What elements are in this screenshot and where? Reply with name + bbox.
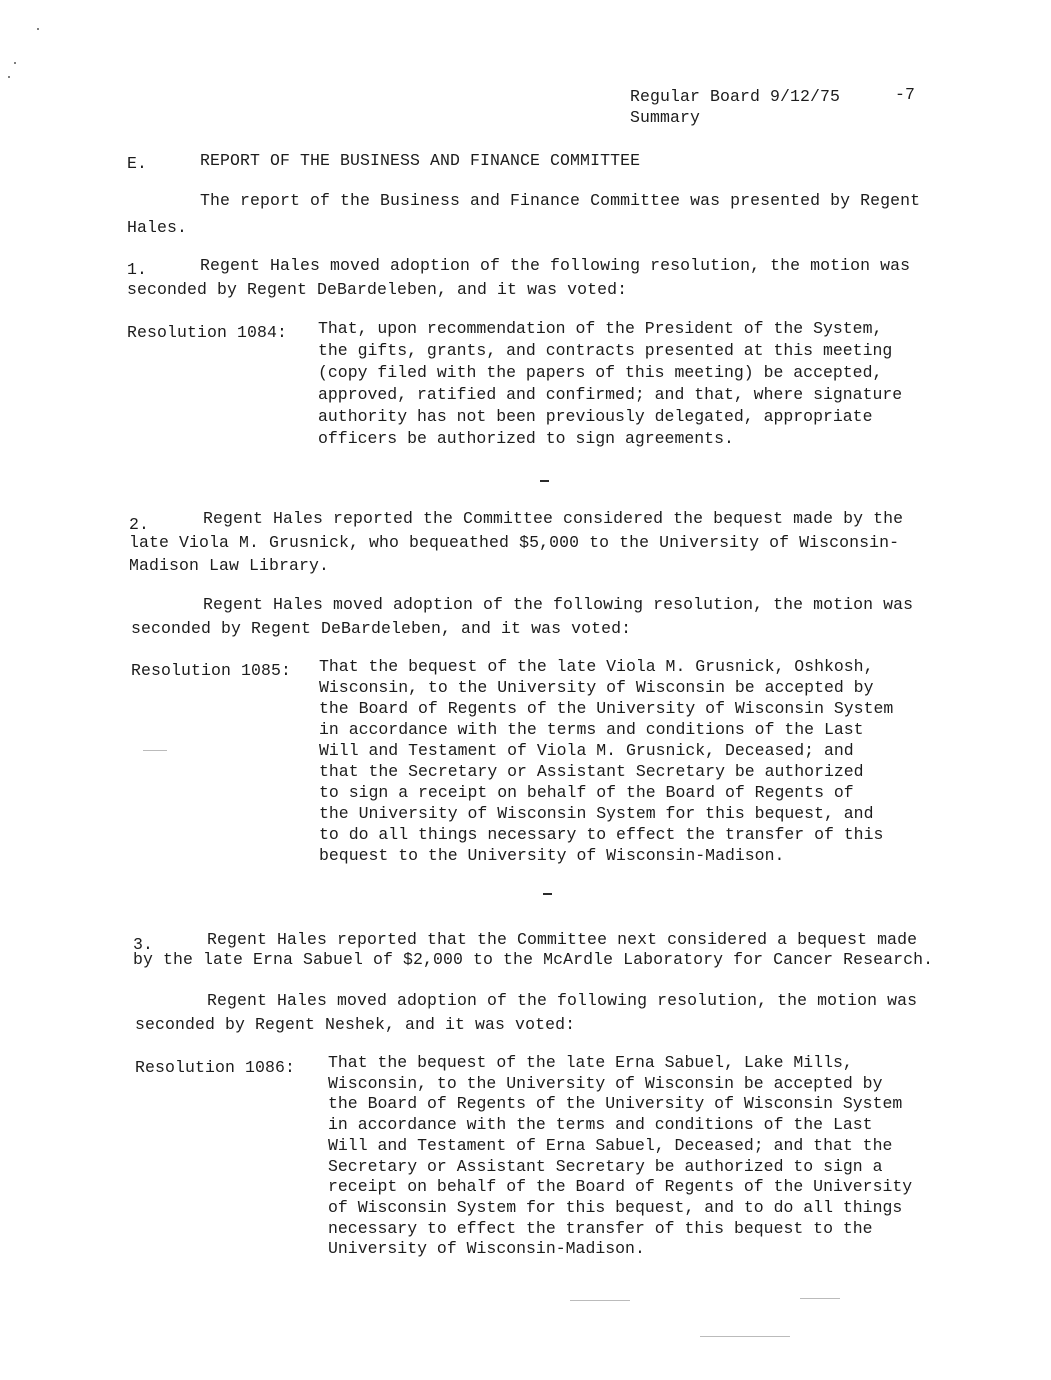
intro-line-2: Hales.: [127, 218, 188, 237]
resolution-1084-line: (copy filed with the papers of this meeting) be accepted,: [318, 363, 883, 382]
resolution-1085-line: the University of Wisconsin System for this bequest, and: [319, 804, 874, 823]
item-3-motion-line-1: Regent Hales moved adoption of the following resolution, the motion was: [207, 991, 918, 1010]
resolution-1086-line: Secretary or Assistant Secretary be authorized to sign a: [328, 1156, 883, 1176]
scan-speck: [14, 62, 16, 64]
resolution-1086-line: Will and Testament of Erna Sabuel, Deceased; and that the: [328, 1135, 893, 1155]
resolution-1085-line: to do all things necessary to effect the transfer of this: [319, 825, 884, 844]
resolution-1084-line: the gifts, grants, and contracts presented at this meeting: [318, 341, 893, 360]
resolution-1085-text: [319, 656, 969, 866]
resolution-1085-line: Will and Testament of Viola M. Grusnick, Deceased; and: [319, 741, 854, 760]
item-2-motion-line-2: seconded by Regent DeBardeleben, and it was voted:: [131, 619, 632, 638]
scan-mark: [570, 1300, 630, 1301]
resolution-1084-label: Resolution 1084:: [127, 323, 288, 342]
section-title: REPORT OF THE BUSINESS AND FINANCE COMMITTEE: [200, 151, 641, 170]
item-2-line-3: Madison Law Library.: [129, 556, 330, 575]
resolution-1086-line: of Wisconsin System for this bequest, and to do all things: [328, 1197, 903, 1217]
resolution-1085-line: bequest to the University of Wisconsin-Madison.: [319, 846, 785, 865]
item-2-line-2: late Viola M. Grusnick, who bequeathed $5,000 to the University of Wisconsin-: [129, 533, 900, 552]
resolution-1085-line: in accordance with the terms and conditions of the Last: [319, 720, 864, 739]
item-3-line-2: by the late Erna Sabuel of $2,000 to the McArdle Laboratory for Cancer Research.: [133, 950, 934, 969]
resolution-1086-line: necessary to effect the transfer of this bequest to the: [328, 1218, 873, 1238]
resolution-1085-line: to sign a receipt on behalf of the Board of Regents of: [319, 783, 854, 802]
scan-mark: [143, 750, 167, 751]
resolution-1084-line: authority has not been previously delegated, appropriate: [318, 407, 873, 426]
resolution-1085-line: That the bequest of the late Viola M. Grusnick, Oshkosh,: [319, 657, 874, 676]
separator-dash: [543, 893, 552, 895]
resolution-1086-line: University of Wisconsin-Madison.: [328, 1239, 645, 1259]
scan-speck: [8, 76, 10, 78]
section-letter: E.: [127, 154, 148, 173]
resolution-1086-line: Wisconsin, to the University of Wisconsin be accepted by: [328, 1073, 883, 1093]
item-1-line-1: Regent Hales moved adoption of the following resolution, the motion was: [200, 256, 911, 275]
item-2-number: 2.: [129, 515, 150, 534]
page-number: -7: [895, 85, 916, 104]
resolution-1086-line: That the bequest of the late Erna Sabuel, Lake Mills,: [328, 1053, 853, 1072]
resolution-1084-line: officers be authorized to sign agreements.: [318, 429, 734, 448]
scan-mark: [800, 1298, 840, 1299]
item-3-motion-line-2: seconded by Regent Neshek, and it was voted:: [135, 1015, 576, 1034]
resolution-1086-line: the Board of Regents of the University of Wisconsin System: [328, 1094, 903, 1114]
item-1-line-2: seconded by Regent DeBardeleben, and it was voted:: [127, 280, 628, 299]
resolution-1085-line: the Board of Regents of the University of Wisconsin System: [319, 699, 894, 718]
resolution-1084-line: approved, ratified and confirmed; and that, where signature: [318, 385, 903, 404]
resolution-1084-line: That, upon recommendation of the President of the System,: [318, 319, 883, 338]
item-3-number: 3.: [133, 935, 154, 954]
scan-mark: [700, 1336, 790, 1337]
resolution-1086-line: in accordance with the terms and conditions of the Last: [328, 1115, 873, 1135]
resolution-1085-label: Resolution 1085:: [131, 661, 292, 680]
resolution-1085-line: that the Secretary or Assistant Secretary be authorized: [319, 762, 864, 781]
item-3-line-1: Regent Hales reported that the Committee next considered a bequest made: [207, 930, 918, 949]
resolution-1086-text: [328, 1053, 988, 1260]
item-1-number: 1.: [127, 260, 148, 279]
header-subtitle: Summary: [630, 108, 701, 127]
resolution-1086-label: Resolution 1086:: [135, 1058, 296, 1077]
item-2-motion-line-1: Regent Hales moved adoption of the following resolution, the motion was: [203, 595, 914, 614]
scan-speck: [37, 28, 39, 30]
header-title: Regular Board 9/12/75: [630, 87, 841, 106]
resolution-1086-line: receipt on behalf of the Board of Regents of the University: [328, 1177, 913, 1197]
separator-dash: [540, 480, 549, 482]
resolution-1085-line: Wisconsin, to the University of Wisconsin be accepted by: [319, 678, 874, 697]
item-2-line-1: Regent Hales reported the Committee considered the bequest made by the: [203, 509, 904, 528]
intro-line-1: The report of the Business and Finance Committee was presented by Regent: [200, 191, 921, 210]
resolution-1084-text: [318, 318, 968, 450]
